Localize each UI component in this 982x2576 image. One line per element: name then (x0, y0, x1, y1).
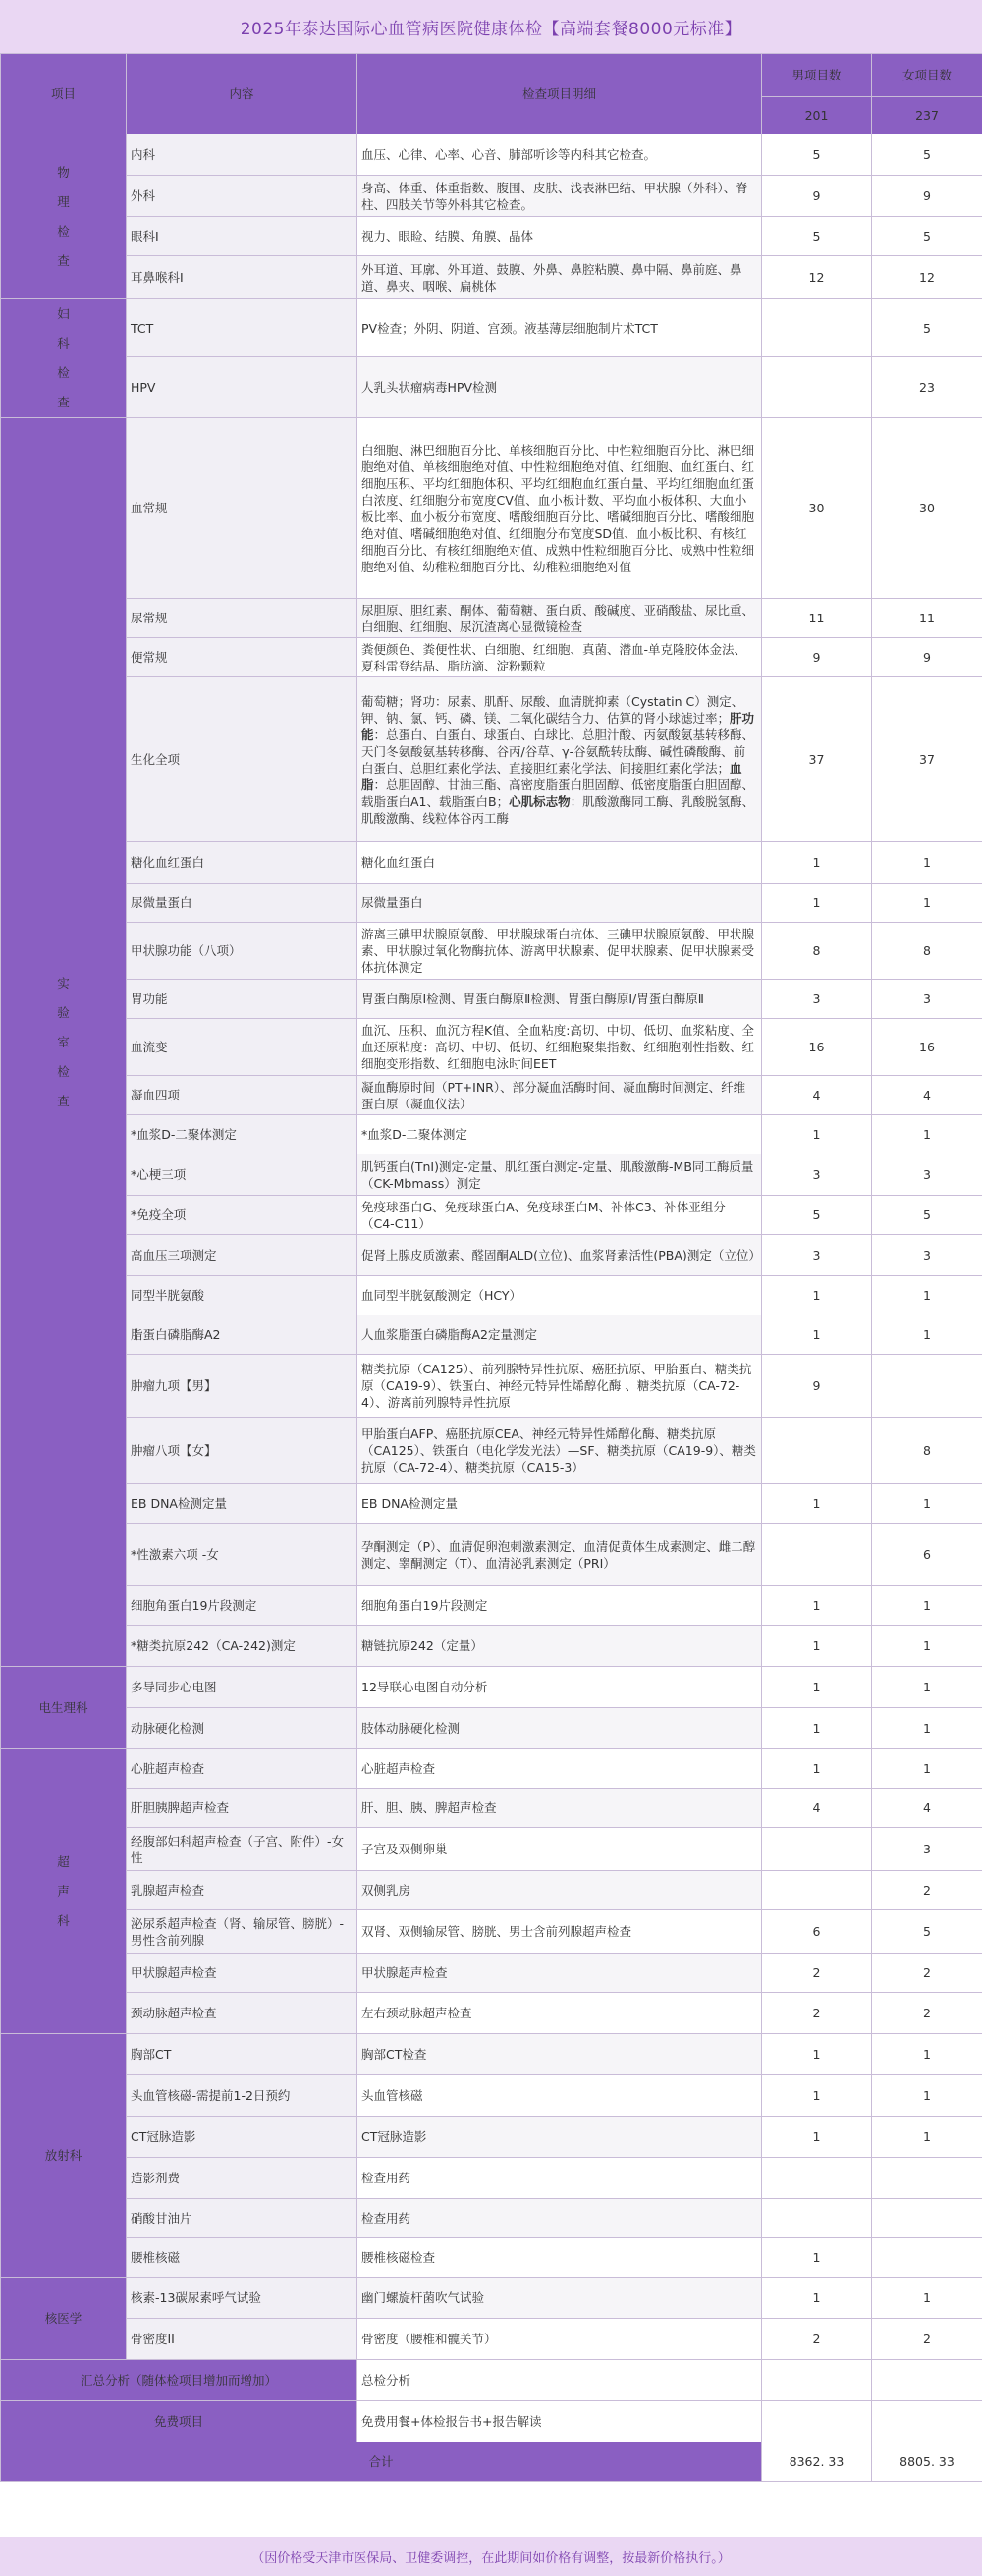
male-item-count: 37 (762, 677, 872, 842)
male-item-count: 2 (762, 1993, 872, 2034)
female-item-count: 1 (872, 1484, 982, 1524)
item-detail: 细胞角蛋白19片段测定 (357, 1586, 762, 1626)
item-detail (357, 677, 762, 842)
item-detail: 子宫及双侧卵巢 (357, 1828, 762, 1871)
category-label: 实验室检查 (57, 975, 70, 1108)
item-name: 眼科I (127, 217, 357, 256)
item-name: 多导同步心电图 (127, 1667, 357, 1708)
footer-row (1, 2401, 982, 2442)
table-row (1, 1315, 982, 1355)
table-row (1, 884, 982, 923)
category-cell (1, 1667, 127, 1749)
table-row (1, 1235, 982, 1276)
detail-text: ：总胆固醇、甘油三酯、高密度脂蛋白胆固醇、低密度脂蛋白胆固醇、载脂蛋白A1、载脂蛋白B； (361, 777, 755, 809)
page-title: 2025年泰达国际心血管病医院健康体检【高端套餐8000元标准】 (0, 0, 982, 53)
item-detail: 糖化血红蛋白 (357, 842, 762, 884)
item-name: 凝血四项 (127, 1076, 357, 1115)
item-name: 甲状腺功能（八项） (127, 923, 357, 980)
item-detail: 血同型半胱氨酸测定（HCY） (357, 1276, 762, 1315)
table-row (1, 1484, 982, 1524)
table-row (1, 176, 982, 217)
table-row (1, 980, 982, 1019)
item-detail: 血压、心律、心率、心音、肺部听诊等内科其它检查。 (357, 134, 762, 176)
male-item-count: 1 (762, 2034, 872, 2075)
category-cell (1, 418, 127, 1667)
item-detail: 人乳头状瘤病毒HPV检测 (357, 357, 762, 418)
detail-text: ：肌酸激酶同工酶、乳酸脱氢酶、肌酸激酶、线粒体谷丙工酶 (361, 793, 755, 826)
item-name: 心脏超声检查 (127, 1749, 357, 1789)
item-name: 便常规 (127, 638, 357, 677)
item-detail: 头血管核磁 (357, 2075, 762, 2117)
item-name: *糖类抗原242（CA-242)测定 (127, 1626, 357, 1667)
female-item-count: 16 (872, 1019, 982, 1076)
item-detail: 促肾上腺皮质激素、醛固酮ALD(立位)、血浆肾素活性(PBA)测定（立位） (357, 1235, 762, 1276)
table-row (1, 2319, 982, 2360)
item-name: 肝胆胰脾超声检查 (127, 1789, 357, 1828)
footer-row (1, 2360, 982, 2401)
male-item-count: 4 (762, 1789, 872, 1828)
footer-detail: 总检分析 (357, 2360, 762, 2401)
female-item-count: 5 (872, 1196, 982, 1235)
male-item-count: 2 (762, 1954, 872, 1993)
table-row (1, 1954, 982, 1993)
item-detail: 心脏超声检查 (357, 1749, 762, 1789)
male-item-count: 9 (762, 176, 872, 217)
item-name: 经腹部妇科超声检查（子宫、附件）-女性 (127, 1828, 357, 1871)
table-row (1, 2278, 982, 2319)
item-name: 腰椎核磁 (127, 2238, 357, 2278)
male-item-count: 16 (762, 1019, 872, 1076)
item-name: 甲状腺超声检查 (127, 1954, 357, 1993)
category-cell (1, 2278, 127, 2360)
table-row (1, 923, 982, 980)
table-row (1, 2034, 982, 2075)
male-item-count: 5 (762, 134, 872, 176)
male-item-count: 1 (762, 1315, 872, 1355)
female-item-count: 1 (872, 1276, 982, 1315)
table-row (1, 599, 982, 638)
male-item-count: 1 (762, 1586, 872, 1626)
footer-row (1, 2442, 982, 2482)
detail-keyword: 肝功能 (361, 710, 755, 742)
table-row (1, 357, 982, 418)
item-name: 糖化血红蛋白 (127, 842, 357, 884)
item-detail: 骨密度（腰椎和髋关节） (357, 2319, 762, 2360)
table-row (1, 1667, 982, 1708)
table-row (1, 1708, 982, 1749)
detail-keyword: 血脂 (361, 760, 742, 792)
female-item-count: 3 (872, 1154, 982, 1196)
item-name: 耳鼻喉科I (127, 256, 357, 299)
item-detail: 腰椎核磁检查 (357, 2238, 762, 2278)
item-detail: 检查用药 (357, 2199, 762, 2238)
footer-male (762, 2360, 872, 2401)
table-row (1, 1828, 982, 1871)
male-item-count (762, 299, 872, 357)
table-row (1, 1276, 982, 1315)
table-row (1, 1115, 982, 1154)
item-detail: 糖类抗原（CA125）、前列腺特异性抗原、癌胚抗原、甲胎蛋白、糖类抗原（CA19-9）、铁蛋白、神经元特异性烯醇化酶 、糖类抗原（CA-72-4）、游离前列腺特异性抗原 (357, 1355, 762, 1418)
male-item-count: 9 (762, 638, 872, 677)
female-item-count: 1 (872, 2117, 982, 2158)
male-item-count: 8 (762, 923, 872, 980)
male-item-count: 6 (762, 1910, 872, 1954)
item-name: HPV (127, 357, 357, 418)
category-label: 核医学 (44, 2311, 82, 2326)
item-name: 肿瘤八项【女】 (127, 1418, 357, 1484)
male-item-count (762, 357, 872, 418)
item-detail: 视力、眼睑、结膜、角膜、晶体 (357, 217, 762, 256)
male-item-count: 1 (762, 2278, 872, 2319)
table-row (1, 2075, 982, 2117)
price-footnote: （因价格受天津市医保局、卫健委调控，在此期间如价格有调整，按最新价格执行。） (0, 2537, 982, 2576)
male-item-count: 30 (762, 418, 872, 599)
item-name: 血流变 (127, 1019, 357, 1076)
table-row (1, 256, 982, 299)
male-item-count: 1 (762, 1626, 872, 1667)
female-item-count: 8 (872, 923, 982, 980)
male-item-count (762, 2158, 872, 2199)
female-item-count: 9 (872, 176, 982, 217)
item-name: TCT (127, 299, 357, 357)
table-row (1, 1076, 982, 1115)
female-item-count: 37 (872, 677, 982, 842)
item-detail: 双肾、双侧输尿管、膀胱、男士含前列腺超声检查 (357, 1910, 762, 1954)
male-item-count: 12 (762, 256, 872, 299)
footer-male (762, 2401, 872, 2442)
table-row (1, 1355, 982, 1418)
item-name: 高血压三项测定 (127, 1235, 357, 1276)
item-name: 血常规 (127, 418, 357, 599)
footer-label: 汇总分析（随体检项目增加而增加） (1, 2360, 357, 2401)
table-row (1, 1789, 982, 1828)
item-detail: 甲状腺超声检查 (357, 1954, 762, 1993)
item-detail: 肢体动脉硬化检测 (357, 1708, 762, 1749)
table-row (1, 2158, 982, 2199)
item-detail: 凝血酶原时间（PT+INR）、部分凝血活酶时间、凝血酶时间测定、纤维蛋白原（凝血仪法） (357, 1076, 762, 1115)
female-item-count (872, 2238, 982, 2278)
item-detail: 尿微量蛋白 (357, 884, 762, 923)
item-detail: 游离三碘甲状腺原氨酸、甲状腺球蛋白抗体、三碘甲状腺原氨酸、甲状腺素、甲状腺过氧化物酶抗体、游离甲状腺素、促甲状腺素、促甲状腺素受体抗体测定 (357, 923, 762, 980)
male-item-count: 1 (762, 1708, 872, 1749)
female-item-count: 5 (872, 299, 982, 357)
male-item-count: 1 (762, 1115, 872, 1154)
item-name: *心梗三项 (127, 1154, 357, 1196)
table-row (1, 1749, 982, 1789)
female-total: 8805. 33 (872, 2442, 982, 2482)
table-row (1, 1019, 982, 1076)
table-row (1, 1626, 982, 1667)
item-name: *性激素六项 -女 (127, 1524, 357, 1586)
footer-detail: 免费用餐+体检报告书+报告解读 (357, 2401, 762, 2442)
item-detail: 身高、体重、体重指数、腹围、皮肤、浅表淋巴结、甲状腺（外科）、脊柱、四肢关节等外科其它检查。 (357, 176, 762, 217)
female-item-count: 5 (872, 134, 982, 176)
table-row (1, 1910, 982, 1954)
item-name: 骨密度II (127, 2319, 357, 2360)
male-item-count: 1 (762, 1749, 872, 1789)
detail-keyword: 心肌标志物 (509, 793, 571, 809)
female-item-count: 9 (872, 638, 982, 677)
female-item-count: 1 (872, 884, 982, 923)
item-name: 肿瘤九项【男】 (127, 1355, 357, 1418)
male-item-count: 5 (762, 217, 872, 256)
male-item-count: 1 (762, 2238, 872, 2278)
male-item-count: 1 (762, 842, 872, 884)
table-row (1, 1418, 982, 1484)
item-detail: 人血浆脂蛋白磷脂酶A2定量测定 (357, 1315, 762, 1355)
table-row (1, 217, 982, 256)
male-item-count (762, 2199, 872, 2238)
male-item-count: 1 (762, 1667, 872, 1708)
item-detail: 血沉、压积、血沉方程K值、全血粘度:高切、中切、低切、血浆粘度、全血还原粘度：高切、中切、低切、红细胞聚集指数、红细胞刚性指数、红细胞变形指数、红细胞电泳时间EET (357, 1019, 762, 1076)
female-item-count: 2 (872, 1954, 982, 1993)
item-detail: EB DNA检测定量 (357, 1484, 762, 1524)
female-item-count (872, 1355, 982, 1418)
male-item-count (762, 1418, 872, 1484)
female-item-count: 1 (872, 842, 982, 884)
table-row (1, 2199, 982, 2238)
item-name: 硝酸甘油片 (127, 2199, 357, 2238)
male-item-count (762, 1524, 872, 1586)
female-count: 237 (872, 97, 982, 134)
male-item-count: 1 (762, 2117, 872, 2158)
header-male: 男项目数 (762, 54, 872, 97)
male-item-count: 1 (762, 1484, 872, 1524)
item-detail: 双侧乳房 (357, 1871, 762, 1910)
footer-label: 免费项目 (1, 2401, 357, 2442)
item-name: 生化全项 (127, 677, 357, 842)
female-item-count: 1 (872, 2034, 982, 2075)
table-row (1, 842, 982, 884)
table-row (1, 1871, 982, 1910)
male-item-count (762, 1828, 872, 1871)
item-detail: 免疫球蛋白G、免疫球蛋白A、免疫球蛋白M、补体C3、补体亚组分（C4-C11） (357, 1196, 762, 1235)
item-detail: 甲胎蛋白AFP、癌胚抗原CEA、神经元特异性烯醇化酶、糖类抗原（CA125）、铁蛋白（电化学发光法）—SF、糖类抗原（CA19-9）、糖类抗原（CA-72-4）、糖类抗原（CA15-3） (357, 1418, 762, 1484)
item-name: 外科 (127, 176, 357, 217)
item-detail: 糖链抗原242（定量） (357, 1626, 762, 1667)
category-cell (1, 299, 127, 418)
item-name: 泌尿系超声检查（肾、输尿管、膀胱）-男性含前列腺 (127, 1910, 357, 1954)
female-item-count: 8 (872, 1418, 982, 1484)
item-detail: 肝、胆、胰、脾超声检查 (357, 1789, 762, 1828)
item-name: 脂蛋白磷脂酶A2 (127, 1315, 357, 1355)
category-label: 物理检查 (57, 164, 70, 268)
male-total: 8362. 33 (762, 2442, 872, 2482)
header-content: 内容 (127, 54, 357, 134)
item-detail: PV检查；外阴、阴道、宫颈。液基薄层细胞制片术TCT (357, 299, 762, 357)
total-label: 合计 (1, 2442, 762, 2482)
table-row (1, 299, 982, 357)
table-row (1, 1586, 982, 1626)
item-detail: 白细胞、淋巴细胞百分比、单核细胞百分比、中性粒细胞百分比、淋巴细胞绝对值、单核细胞绝对值、中性粒细胞绝对值、红细胞、血红蛋白、红细胞压积、平均红细胞体积、平均红细胞血红蛋白量、平均红细胞血红蛋白浓度、红细胞分布宽度CV值、血小板计数、平均血小板体积、大血小板比率、血小板分布宽度、嗜酸细胞百分比、嗜碱细胞百分比、嗜酸细胞绝对值、嗜碱细胞绝对值、红细胞分布宽度SD值、血小板比积、有核红细胞百分比、有核红细胞绝对值、成熟中性粒细胞百分比、成熟中性粒细胞绝对值、幼稚粒细胞百分比、幼稚粒细胞绝对值 (357, 418, 762, 599)
female-item-count: 2 (872, 1871, 982, 1910)
table-row (1, 638, 982, 677)
female-item-count: 11 (872, 599, 982, 638)
item-name: 乳腺超声检查 (127, 1871, 357, 1910)
item-detail: CT冠脉造影 (357, 2117, 762, 2158)
category-cell (1, 2034, 127, 2278)
female-item-count: 1 (872, 1315, 982, 1355)
female-item-count (872, 2158, 982, 2199)
header-project: 项目 (1, 54, 127, 134)
item-detail: 粪便颜色、粪便性状、白细胞、红细胞、真菌、潜血-单克隆胶体金法、夏科雷登结晶、脂肪滴、淀粉颗粒 (357, 638, 762, 677)
female-item-count: 1 (872, 2278, 982, 2319)
female-item-count: 3 (872, 980, 982, 1019)
male-item-count (762, 1871, 872, 1910)
category-cell (1, 134, 127, 299)
female-item-count: 1 (872, 1667, 982, 1708)
male-item-count: 4 (762, 1076, 872, 1115)
male-item-count: 3 (762, 980, 872, 1019)
female-item-count: 6 (872, 1524, 982, 1586)
male-count: 201 (762, 97, 872, 134)
item-detail: 12导联心电图自动分析 (357, 1667, 762, 1708)
item-detail: 幽门螺旋杆菌吹气试验 (357, 2278, 762, 2319)
female-item-count: 2 (872, 1993, 982, 2034)
item-detail: *血浆D-二聚体测定 (357, 1115, 762, 1154)
item-detail: 肌钙蛋白(TnI)测定-定量、肌红蛋白测定-定量、肌酸激酶-MB同工酶质量（CK-Mbmass）测定 (357, 1154, 762, 1196)
item-name: 内科 (127, 134, 357, 176)
exam-table (0, 53, 982, 2482)
table-row (1, 418, 982, 599)
female-item-count: 1 (872, 1626, 982, 1667)
female-item-count: 1 (872, 1749, 982, 1789)
item-name: CT冠脉造影 (127, 2117, 357, 2158)
female-item-count: 2 (872, 2319, 982, 2360)
footer-female (872, 2360, 982, 2401)
table-row (1, 2117, 982, 2158)
male-item-count: 9 (762, 1355, 872, 1418)
footer-female (872, 2401, 982, 2442)
item-name: 颈动脉超声检查 (127, 1993, 357, 2034)
item-name: 造影剂费 (127, 2158, 357, 2199)
male-item-count: 1 (762, 1276, 872, 1315)
item-name: *免疫全项 (127, 1196, 357, 1235)
male-item-count: 3 (762, 1235, 872, 1276)
female-item-count: 4 (872, 1076, 982, 1115)
female-item-count: 1 (872, 1115, 982, 1154)
female-item-count: 12 (872, 256, 982, 299)
item-detail: 尿胆原、胆红素、酮体、葡萄糖、蛋白质、酸碱度、亚硝酸盐、尿比重、白细胞、红细胞、尿沉渣离心显微镜检查 (357, 599, 762, 638)
female-item-count: 1 (872, 1708, 982, 1749)
item-name: 尿常规 (127, 599, 357, 638)
table-row (1, 1524, 982, 1586)
female-item-count: 3 (872, 1828, 982, 1871)
item-name: *血浆D-二聚体测定 (127, 1115, 357, 1154)
female-item-count: 1 (872, 2075, 982, 2117)
item-name: 尿微量蛋白 (127, 884, 357, 923)
item-name: 头血管核磁-需提前1-2日预约 (127, 2075, 357, 2117)
category-cell (1, 1749, 127, 2034)
category-label: 放射科 (44, 2148, 82, 2163)
category-label: 电生理科 (38, 1700, 88, 1715)
item-detail: 外耳道、耳廓、外耳道、鼓膜、外鼻、鼻腔粘膜、鼻中隔、鼻前庭、鼻道、鼻夹、咽喉、扁桃体 (357, 256, 762, 299)
category-label: 妇科检查 (57, 306, 70, 409)
item-detail: 检查用药 (357, 2158, 762, 2199)
female-item-count: 5 (872, 1910, 982, 1954)
item-detail: 孕酮测定（P）、血清促卵泡刺激素测定、血清促黄体生成素测定、雌二醇测定、睾酮测定（T）、血清泌乳素测定（PRI） (357, 1524, 762, 1586)
female-item-count: 4 (872, 1789, 982, 1828)
item-name: 核素-13碳尿素呼气试验 (127, 2278, 357, 2319)
female-item-count: 1 (872, 1586, 982, 1626)
detail-text: 葡萄糖；肾功：尿素、肌酐、尿酸、血清胱抑素（Cystatin C）测定、钾、钠、氯、钙、磷、镁、二氧化碳结合力、估算的肾小球滤过率； (361, 693, 744, 725)
header-female: 女项目数 (872, 54, 982, 97)
female-item-count: 30 (872, 418, 982, 599)
item-name: 细胞角蛋白19片段测定 (127, 1586, 357, 1626)
table-row (1, 134, 982, 176)
item-name: EB DNA检测定量 (127, 1484, 357, 1524)
item-name: 胸部CT (127, 2034, 357, 2075)
item-name: 胃功能 (127, 980, 357, 1019)
female-item-count: 5 (872, 217, 982, 256)
female-item-count (872, 2199, 982, 2238)
item-name: 同型半胱氨酸 (127, 1276, 357, 1315)
table-row (1, 1993, 982, 2034)
male-item-count: 11 (762, 599, 872, 638)
male-item-count: 3 (762, 1154, 872, 1196)
item-name: 动脉硬化检测 (127, 1708, 357, 1749)
female-item-count: 3 (872, 1235, 982, 1276)
category-label: 超声科 (57, 1853, 70, 1928)
item-detail: 左右颈动脉超声检查 (357, 1993, 762, 2034)
header-detail: 检查项目明细 (357, 54, 762, 134)
male-item-count: 2 (762, 2319, 872, 2360)
table-row (1, 1154, 982, 1196)
detail-text: ：总蛋白、白蛋白、球蛋白、白球比、总胆汁酸、丙氨酸氨基转移酶、天门冬氨酸氨基转移酶、谷丙/谷草、γ-谷氨酰转肽酶、碱性磷酸酶、前白蛋白、总胆红素化学法、直接胆红素化学法、间接胆红素化学法； (361, 726, 755, 776)
item-detail: 胃蛋白酶原Ⅰ检测、胃蛋白酶原Ⅱ检测、胃蛋白酶原Ⅰ/胃蛋白酶原Ⅱ (357, 980, 762, 1019)
male-item-count: 1 (762, 2075, 872, 2117)
table-row (1, 2238, 982, 2278)
item-detail: 胸部CT检查 (357, 2034, 762, 2075)
male-item-count: 1 (762, 884, 872, 923)
table-row (1, 677, 982, 842)
male-item-count: 5 (762, 1196, 872, 1235)
female-item-count: 23 (872, 357, 982, 418)
table-row (1, 1196, 982, 1235)
